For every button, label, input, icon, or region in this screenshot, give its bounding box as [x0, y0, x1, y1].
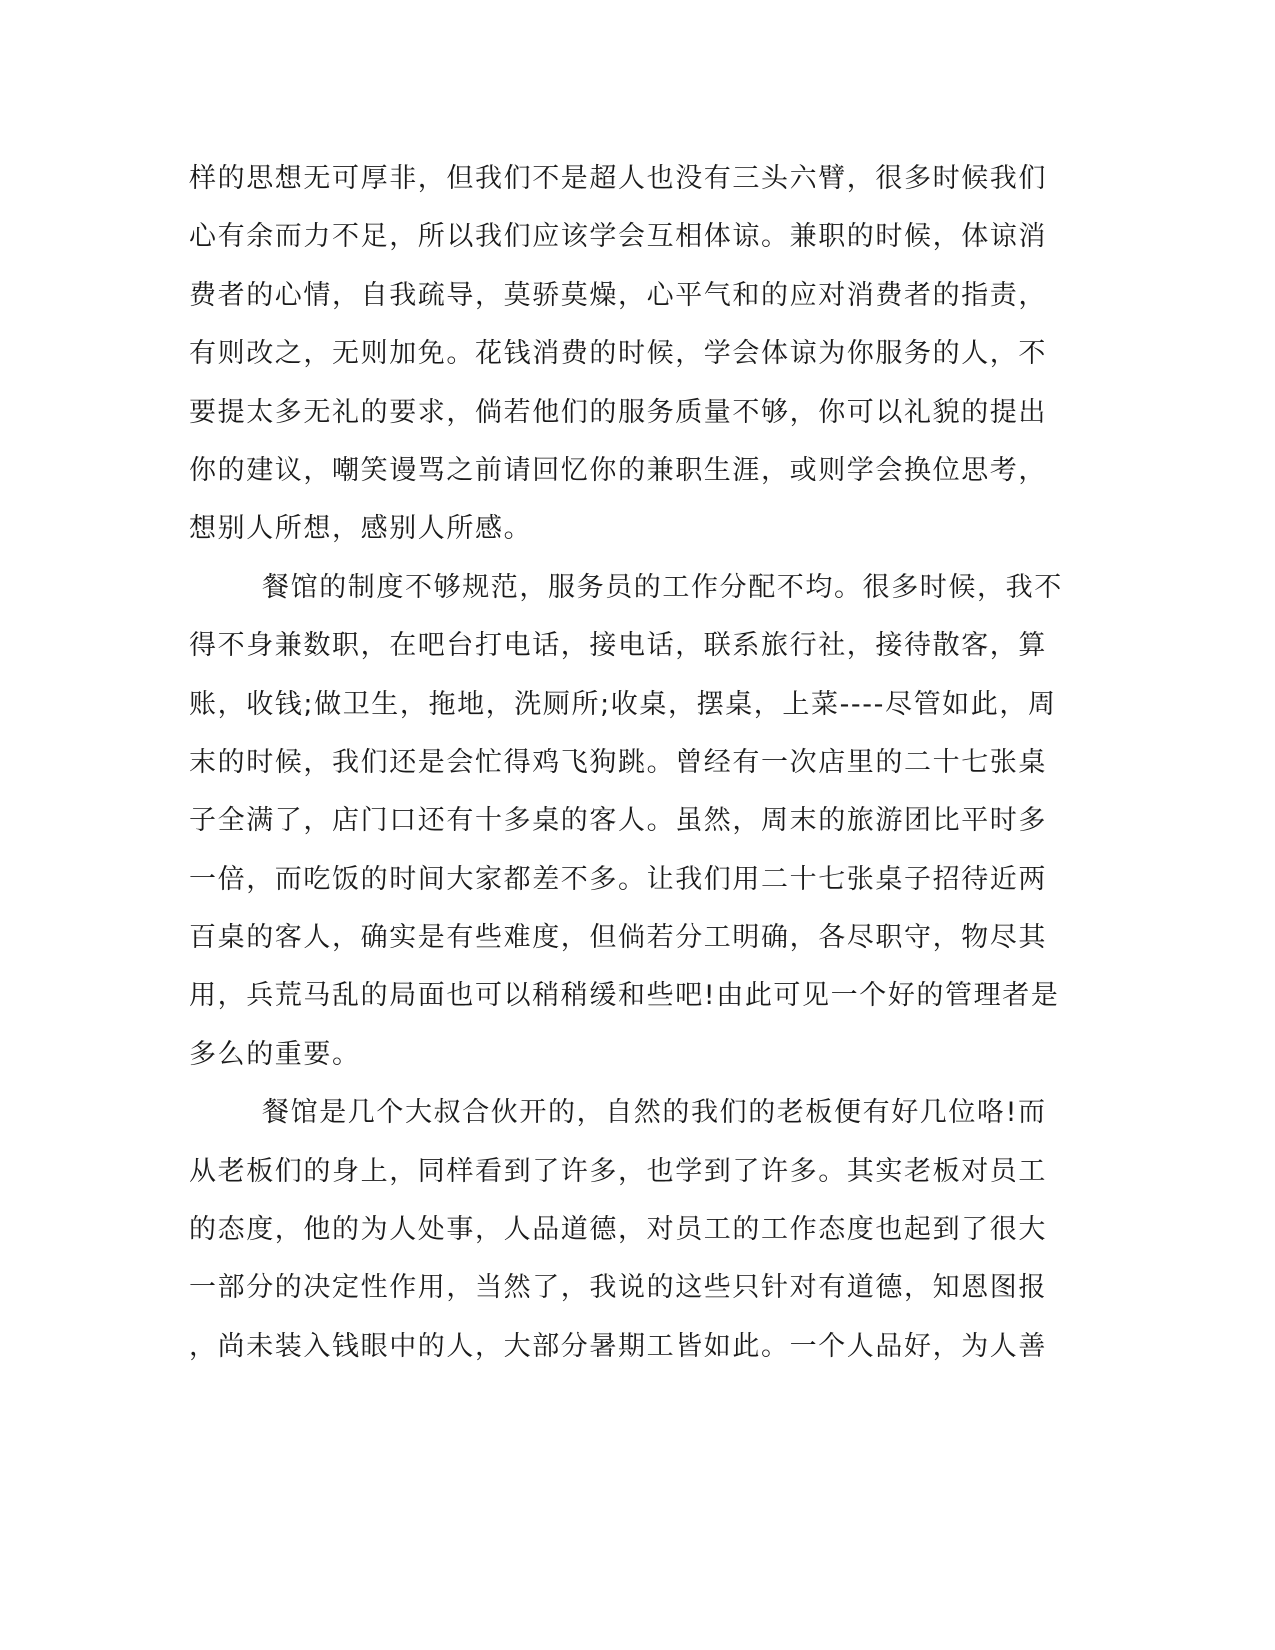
- text-line: 末的时候，我们还是会忙得鸡飞狗跳。曾经有一次店里的二十七张桌: [189, 746, 1047, 778]
- text-line: 从老板们的身上，同样看到了许多，也学到了许多。其实老板对员工: [189, 1155, 1047, 1187]
- text-line: 多么的重要。: [189, 1038, 361, 1070]
- paragraph-3: [189, 1084, 1089, 1376]
- text-line: 一部分的决定性作用，当然了，我说的这些只针对有道德，知恩图报: [189, 1272, 1047, 1304]
- text-line: 有则改之，无则加免。花钱消费的时候，学会体谅为你服务的人，不: [189, 338, 1047, 370]
- text-line: 要提太多无礼的要求，倘若他们的服务质量不够，你可以礼貌的提出: [189, 396, 1047, 428]
- paragraph-1: [189, 150, 1089, 559]
- text-line: 的态度，他的为人处事，人品道德，对员工的工作态度也起到了很大: [189, 1214, 1047, 1246]
- text-line: 子全满了，店门口还有十多桌的客人。虽然，周末的旅游团比平时多: [189, 805, 1047, 837]
- body-text: [189, 150, 1089, 1376]
- text-line: 你的建议，嘲笑谩骂之前请回忆你的兼职生涯，或则学会换位思考，: [189, 454, 1047, 486]
- text-line: 餐馆的制度不够规范，服务员的工作分配不均。很多时候，我不: [262, 571, 1063, 603]
- text-line: 用，兵荒马乱的局面也可以稍稍缓和些吧!由此可见一个好的管理者是: [189, 980, 1060, 1012]
- text-line: 餐馆是几个大叔合伙开的，自然的我们的老板便有好几位咯!而: [262, 1097, 1047, 1129]
- text-line: 账，收钱;做卫生，拖地，洗厕所;收桌，摆桌，上菜----尽管如此，周: [189, 688, 1057, 720]
- text-line: 费者的心情，自我疏导，莫骄莫燥，心平气和的应对消费者的指责，: [189, 279, 1047, 311]
- text-line: 样的思想无可厚非，但我们不是超人也没有三头六臂，很多时候我们: [189, 163, 1047, 194]
- text-line: 得不身兼数职，在吧台打电话，接电话，联系旅行社，接待散客，算: [189, 630, 1047, 662]
- text-line: ，尚未装入钱眼中的人，大部分暑期工皆如此。一个人品好，为人善: [189, 1330, 1047, 1362]
- text-line: 一倍，而吃饭的时间大家都差不多。让我们用二十七张桌子招待近两: [189, 863, 1047, 895]
- text-line: 想别人所想，感别人所感。: [189, 513, 533, 545]
- paragraph-2: [189, 559, 1089, 1085]
- text-line: 心有余而力不足，所以我们应该学会互相体谅。兼职的时候，体谅消: [189, 221, 1047, 253]
- text-line: 百桌的客人，确实是有些难度，但倘若分工明确，各尽职守，物尽其: [189, 922, 1047, 954]
